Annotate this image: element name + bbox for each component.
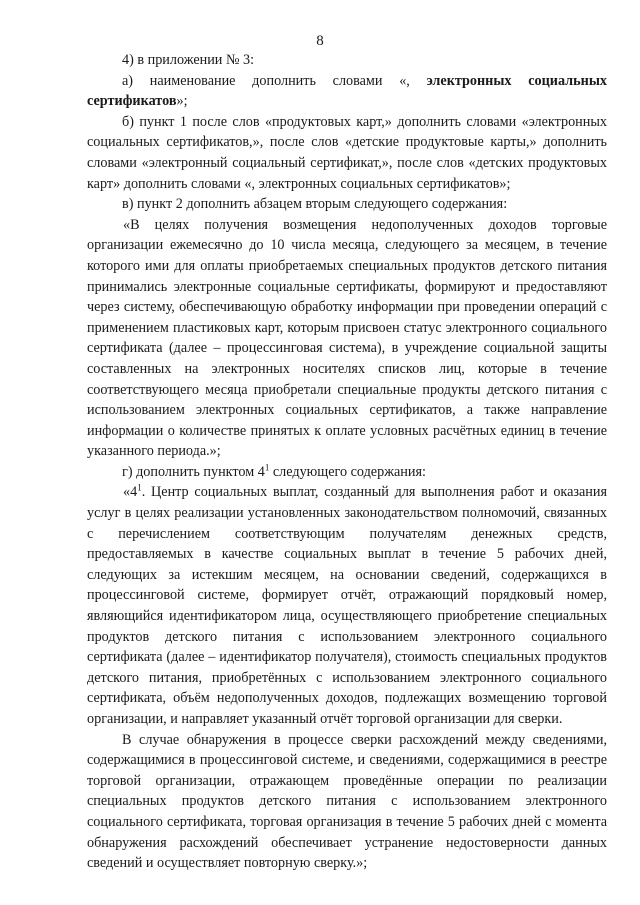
item-g-sup: 1 xyxy=(264,462,270,473)
point-4-1-prefix: «4 xyxy=(123,484,138,501)
paragraph-item-a xyxy=(87,71,607,112)
paragraph-item-v: в) пункт 2 дополнить абзацем вторым следующего содержания: xyxy=(122,196,508,213)
item-a-suffix: »; xyxy=(176,93,188,110)
paragraph-discrepancy: В случае обнаружения в процессе сверки расхождений между сведениями, содержащимися в процессинговой системе, и сведениями, содержащимися в реестре торговой организации, отражающем проведённые операции по реализации специальных продуктов детского питания с использованием электронного социального сертификата, торговая организация в течение 5 рабочих дней с момента обнаружения расхождений обеспечивает устранение недостоверности данных сведений и осуществляет повторную сверку.»; xyxy=(87,731,607,872)
paragraph-item-v-quote: «В целях получения возмещения недополученных доходов торговые организации ежемесячно до 10 числа месяца, следующего за месяцем, в течение которого ими для оплаты приобретаемых специальных продуктов детского питания принимались электронные социальные сертификаты, формируют и предоставляют через систему, обеспечивающую обработку информации при проведении операций с применением пластиковых карт, которым присвоен статус электронного социального сертификата (далее – процессинговая система), в учреждение социальной защиты составленных на электронных носителях списков лиц, которые в течение соответствующего месяца приобретали специальные продукты детского питания с использованием электронных социальных сертификатов, а также направление информации о количестве принятых к оплате условных расчётных единиц в течение указанного периода.»; xyxy=(87,216,607,460)
paragraph-item-b: б) пункт 1 после слов «продуктовых карт,» дополнить словами «электронных социальных сертификатов,», после слов «детские продуктовые карты,» дополнить словами «электронный социальный сертификат,», после слов «детских продуктовых карт» дополнить словами «, электронных социальных сертификатов»; xyxy=(87,113,607,192)
item-g-suffix: следующего содержания: xyxy=(269,463,426,480)
paragraph-item-g xyxy=(87,462,607,483)
paragraph-item-4: 4) в приложении № 3: xyxy=(122,52,255,68)
page-number: 8 xyxy=(316,33,324,49)
item-g-prefix: г) дополнить пунктом 4 xyxy=(122,463,265,480)
paragraph-point-4-1 xyxy=(87,482,607,729)
point-4-1-text: . Центр социальных выплат, созданный для выполнения работ и оказания услуг в целях реализации установленных законодательством полномочий, связанных с перечислением соответствующим получателям денежных средств, предоставляемых в качестве социальных выплат в течение 5 рабочих дней, следующих за истекшим месяцем, на основании сведений, содержащихся в процессинговой системе, формирует отчёт, отражающий порядковый номер, являющийся идентификатором лица, осуществляющего приобретение специальных продуктов детского питания с использованием электронного социального сертификата (далее – идентификатор получателя), стоимость специальных продуктов детского питания, приобретённых с использованием электронного социального сертификата, объём недополученных доходов, подлежащих возмещению торговой организации, и направляет указанный отчёт торговой организации для сверки. xyxy=(87,484,607,727)
item-a-prefix: а) наименование дополнить словами «, xyxy=(122,72,427,89)
item-a-bold: электронных социальных сертификатов xyxy=(87,72,607,110)
document-body xyxy=(87,50,607,874)
point-4-1-sup: 1 xyxy=(137,482,142,493)
